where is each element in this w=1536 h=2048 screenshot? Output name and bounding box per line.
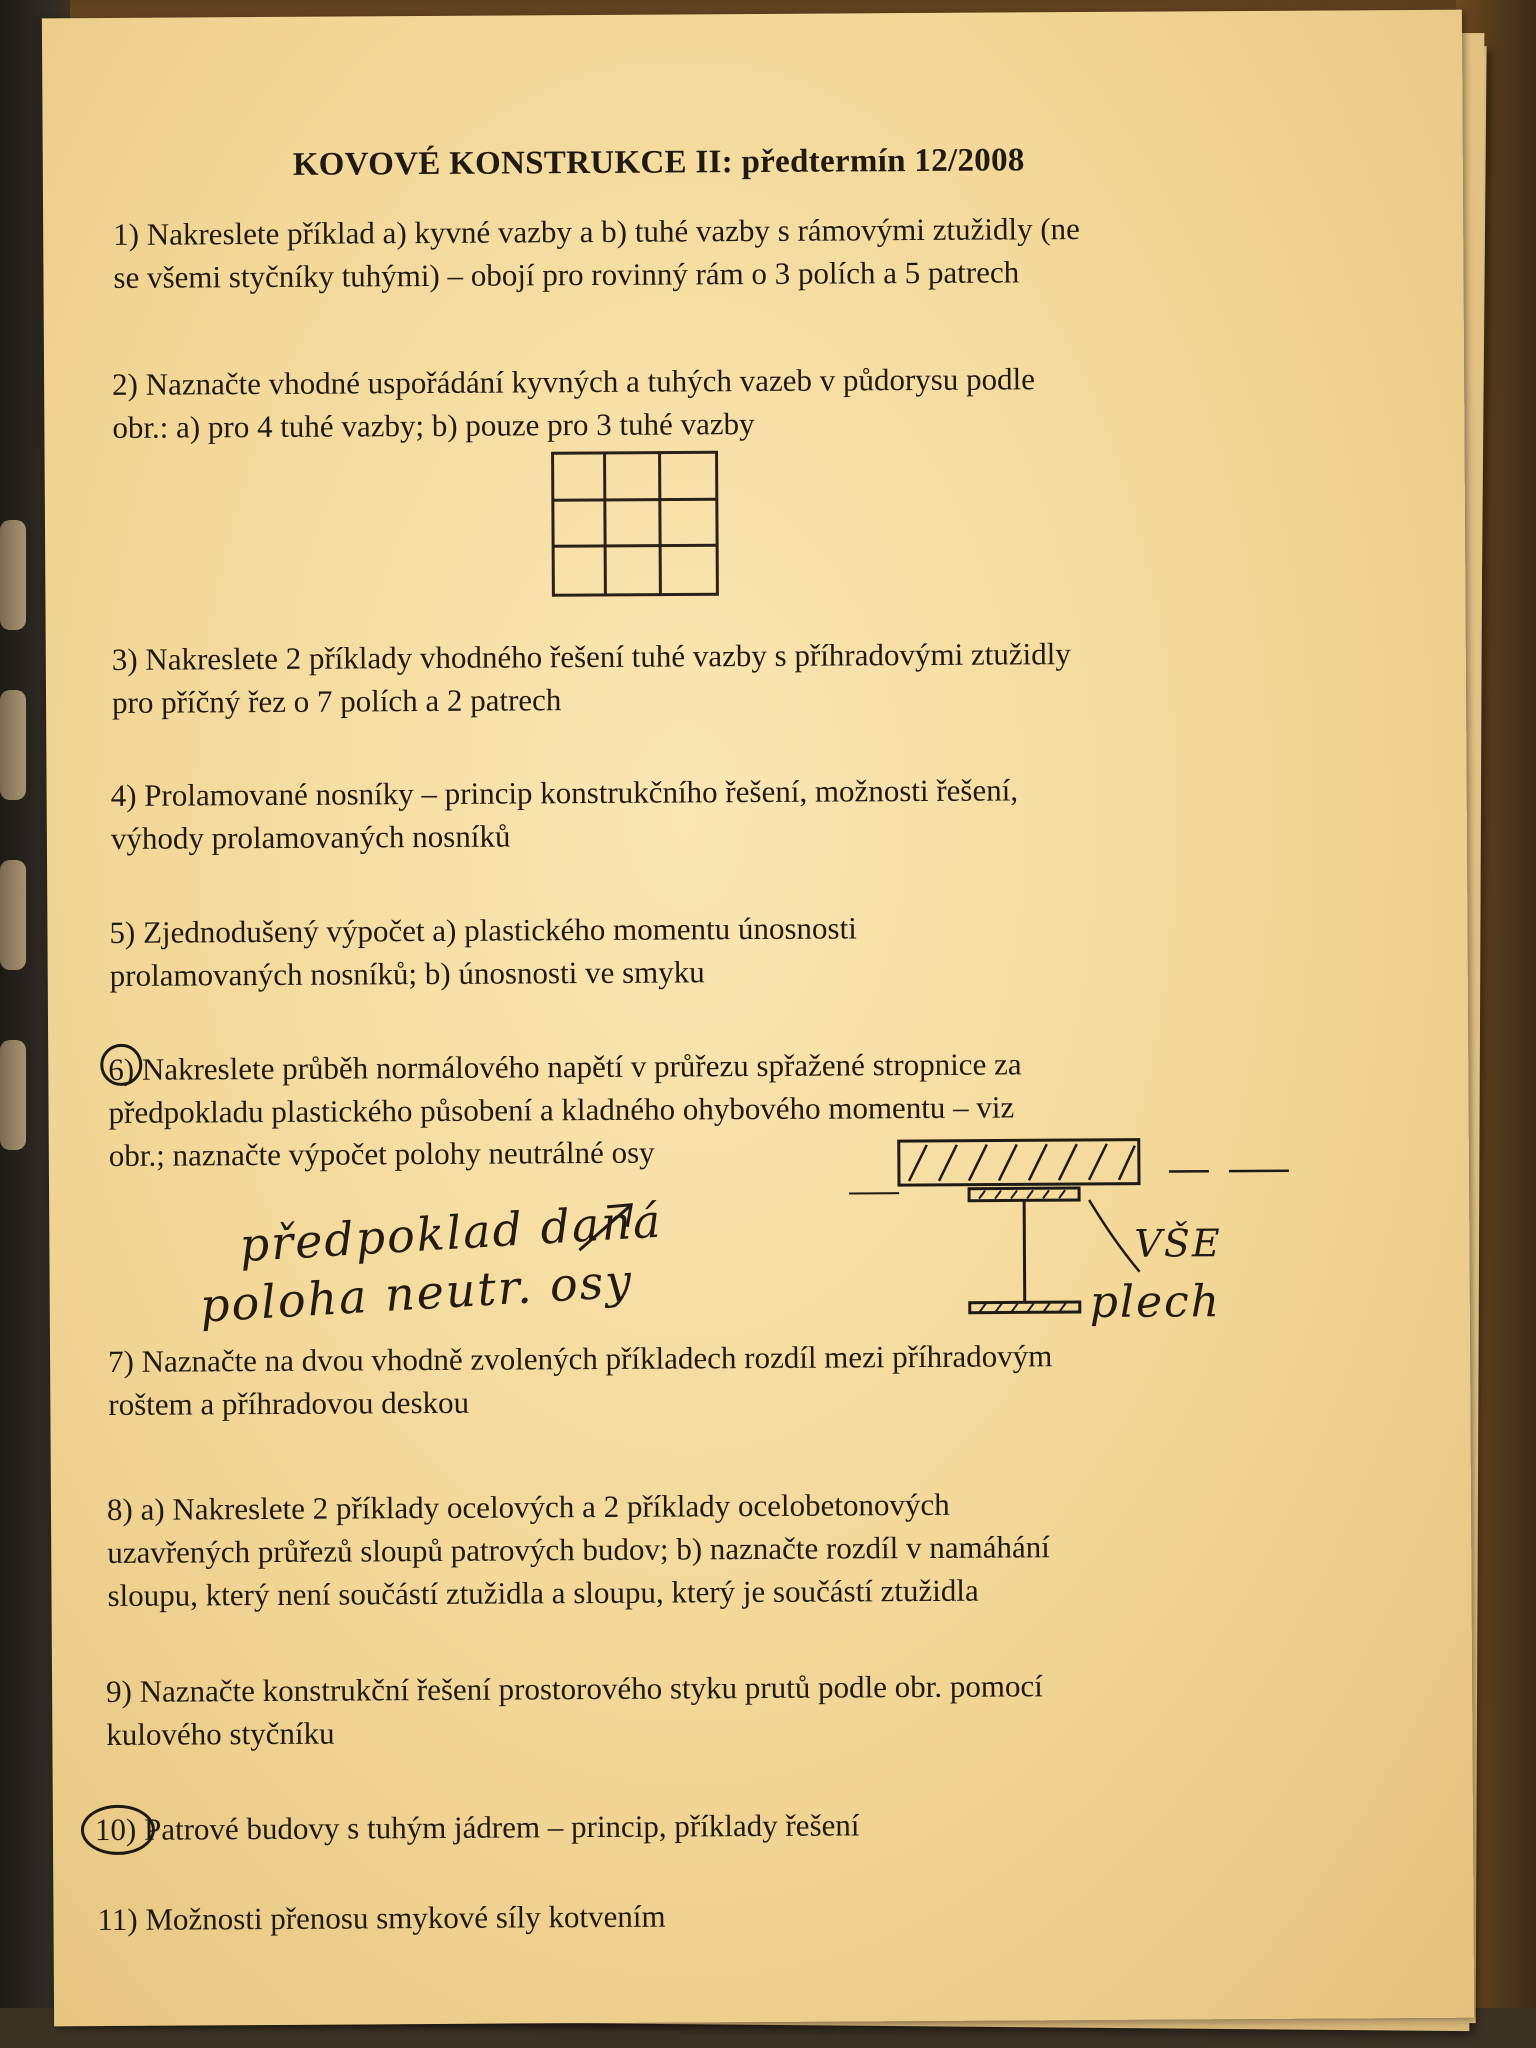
question-8 xyxy=(107,1480,1408,1617)
question-line: se všemi styčníky tuhými) – obojí pro rovinný rám o 3 polích a 5 patrech xyxy=(113,254,1020,295)
keyboard-key xyxy=(0,860,26,970)
handwritten-note-line-2: poloha neutr. osy xyxy=(198,1253,635,1333)
question-11 xyxy=(97,1890,1397,1941)
question-line: roštem a příhradovou deskou xyxy=(108,1384,470,1422)
exam-sheet xyxy=(42,10,1474,2027)
question-line: 5) Zjednodušený výpočet a) plastického momentu únosnosti xyxy=(109,910,857,950)
question-line: 4) Prolamované nosníky – princip konstrukčního řešení, možnosti řešení, xyxy=(110,772,1019,813)
floor-plan-grid-figure xyxy=(550,449,721,600)
question-9 xyxy=(106,1662,1407,1756)
question-2 xyxy=(112,355,1413,449)
question-line: 3) Nakreslete 2 příklady vhodného řešení tuhé vazby s příhradovými ztužidly xyxy=(111,636,1071,677)
question-line: 1) Nakreslete příklad a) kyvné vazby a b) tuhé vazby s rámovými ztužidly (ne xyxy=(113,211,1080,252)
question-line: kulového styčníku xyxy=(106,1715,335,1752)
question-10 xyxy=(95,1800,1395,1851)
keyboard-key xyxy=(0,1040,26,1150)
handwritten-arrow xyxy=(569,1195,649,1255)
question-line: předpokladu plastického působení a kladného ohybového momentu – viz xyxy=(108,1089,1015,1130)
question-line: prolamovaných nosníků; b) únosnosti ve smyku xyxy=(109,954,705,993)
question-line: 7) Naznačte na dvou vhodně zvolených příkladech rozdíl mezi příhradovým xyxy=(107,1338,1053,1379)
question-line: sloupu, který není součástí ztužidla a sloupu, který je součástí ztužidla xyxy=(107,1572,979,1613)
composite-beam-cross-section-figure xyxy=(839,1121,1320,1344)
question-4 xyxy=(110,766,1411,860)
keyboard-key xyxy=(0,690,26,800)
question-3 xyxy=(112,630,1413,724)
question-1 xyxy=(113,205,1414,299)
handwritten-note-line-1: předpoklad daná xyxy=(238,1193,664,1273)
question-line: pro příčný řez o 7 polích a 2 patrech xyxy=(111,682,562,720)
question-7 xyxy=(108,1332,1409,1426)
question-line: 11) Možnosti přenosu smykové síly kotvením xyxy=(97,1898,666,1938)
question-line: obr.: a) pro 4 tuhé vazby; b) pouze pro 3 tuhé vazby xyxy=(112,406,755,445)
question-line: 6) Nakreslete průběh normálového napětí v průřezu spřažené stropnice za xyxy=(108,1046,1022,1087)
question-5 xyxy=(109,903,1410,997)
question-line: 9) Naznačte konstrukční řešení prostorového styku prutů podle obr. pomocí xyxy=(105,1668,1043,1709)
question-line: obr.; naznačte výpočet polohy neutrálné osy xyxy=(108,1134,655,1173)
question-line: uzavřených průřezů sloupů patrových budov; b) naznačte rozdíl v namáhání xyxy=(107,1529,1050,1570)
question-line: 10) Patrové budovy s tuhým jádrem – princip, příklady řešení xyxy=(94,1807,860,1848)
handwritten-note-right-2: plech xyxy=(1089,1276,1222,1328)
exam-title: KOVOVÉ KONSTRUKCE II: předtermín 12/2008 xyxy=(292,142,1025,183)
question-line: výhody prolamovaných nosníků xyxy=(110,818,511,856)
question-line: 2) Naznačte vhodné uspořádání kyvných a tuhých vazeb v půdorysu podle xyxy=(112,361,1036,402)
keyboard-key xyxy=(0,520,26,630)
handwritten-note-right-1: VŠE xyxy=(1134,1221,1222,1266)
question-line: 8) a) Nakreslete 2 příklady ocelových a 2 příklady ocelobetonových xyxy=(106,1486,950,1527)
